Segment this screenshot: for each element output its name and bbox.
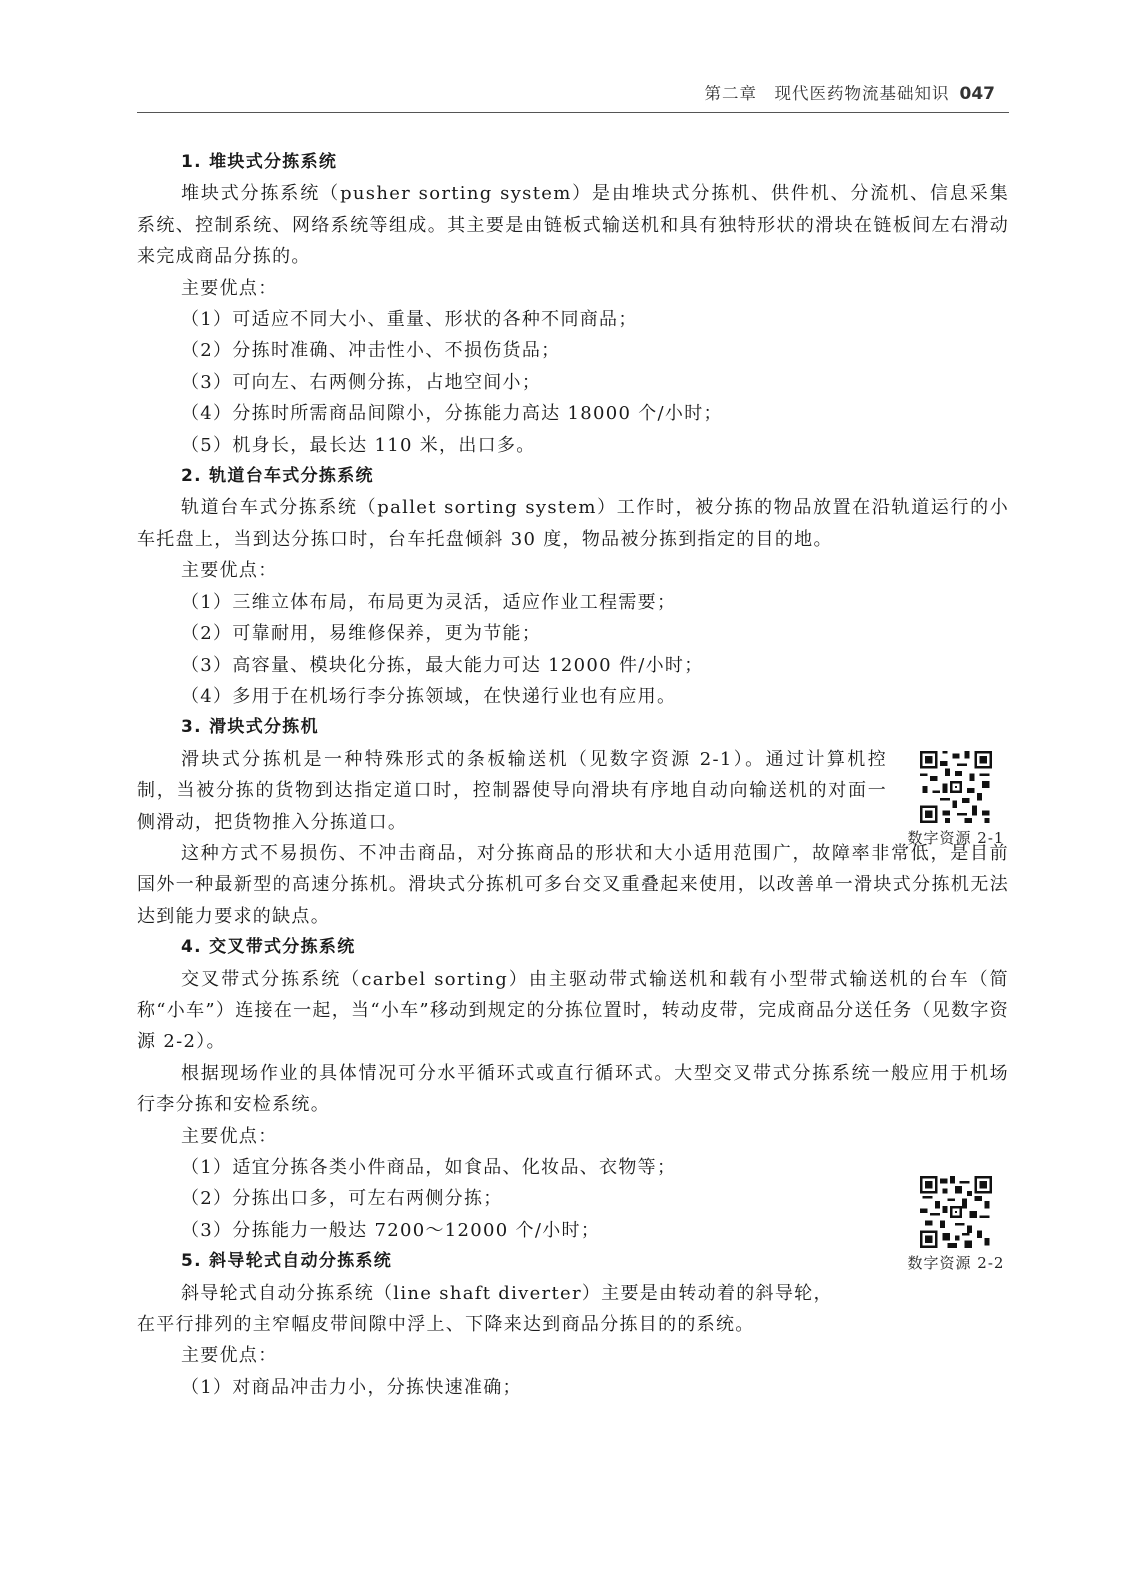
section-1-item-3: （3）可向左、右两侧分拣，占地空间小； xyxy=(181,371,542,393)
page-body xyxy=(137,147,1009,1403)
section-4-item-3: （3）分拣能力一般达 7200～12000 个/小时； xyxy=(181,1219,601,1241)
section-5-paragraph-line-2: 在平行排列的主窄幅皮带间隙中浮上、下降来达到商品分拣目的的系统。 xyxy=(137,1314,755,1336)
section-4-paragraph-2: 根据现场作业的具体情况可分水平循环式或直行循环式。大型交叉带式分拣系统一般应用于机场行李分拣和安检系统。 xyxy=(137,1062,1009,1116)
section-4-advantages-label: 主要优点： xyxy=(181,1125,278,1147)
section-3-paragraph-2: 这种方式不易损伤、不冲击商品，对分拣商品的形状和大小适用范围广，故障率非常低，是目前国外一种最新型的高速分拣机。滑块式分拣机可多台交叉重叠起来使用，以改善单一滑块式分拣机无法达到能力要求的缺点。 xyxy=(137,842,1009,927)
section-5-advantages-label: 主要优点： xyxy=(181,1345,278,1367)
qr-resource-2-2[interactable] xyxy=(896,1176,1016,1273)
section-4-item-2: （2）分拣出口多，可左右两侧分拣； xyxy=(181,1188,503,1210)
qr-code-icon xyxy=(920,751,992,823)
running-head xyxy=(705,80,996,104)
section-1-item-4: （4）分拣时所需商品间隙小，分拣能力高达 18000 个/小时； xyxy=(181,403,723,425)
section-5-paragraph-line-1: 斜导轮式自动分拣系统（line shaft diverter）主要是由转动着的斜导轮， xyxy=(181,1282,833,1304)
section-1-item-5: （5）机身长，最长达 110 米，出口多。 xyxy=(181,434,536,456)
section-2-item-2: （2）可靠耐用，易维修保养，更为节能； xyxy=(181,623,542,645)
section-4-item-1: （1）适宜分拣各类小件商品，如食品、化妆品、衣物等； xyxy=(181,1157,677,1178)
section-5-title: 5. 斜导轮式自动分拣系统 xyxy=(181,1251,393,1272)
qr-resource-2-1[interactable] xyxy=(896,751,1016,848)
qr-caption: 数字资源 2-2 xyxy=(907,1254,1005,1272)
section-2-item-1: （1）三维立体布局，布局更为灵活，适应作业工程需要； xyxy=(181,591,677,613)
section-1-item-2: （2）分拣时准确、冲击性小、不损伤货品； xyxy=(181,340,561,362)
page-number: 047 xyxy=(959,84,995,104)
section-1-paragraph: 堆块式分拣系统（pusher sorting system）是由堆块式分拣机、供件机、分流机、信息采集系统、控制系统、网络系统等组成。其主要是由链板式输送机和具有独特形状的滑块在链板间左右滑动来完成商品分拣的。 xyxy=(137,183,1009,268)
section-5-item-1: （1）对商品冲击力小，分拣快速准确； xyxy=(181,1376,522,1398)
section-2-item-3: （3）高容量、模块化分拣，最大能力可达 12000 件/小时； xyxy=(181,654,704,676)
section-1-item-1: （1）可适应不同大小、重量、形状的各种不同商品； xyxy=(181,309,638,331)
chapter-title: 第二章 现代医药物流基础知识 xyxy=(704,84,950,103)
section-2-item-4: （4）多用于在机场行李分拣领域，在快递行业也有应用。 xyxy=(181,685,677,707)
qr-caption: 数字资源 2-1 xyxy=(907,829,1005,847)
page-header xyxy=(137,78,1009,113)
qr-code-icon xyxy=(920,1176,992,1248)
section-2-title: 2. 轨道台车式分拣系统 xyxy=(181,466,374,487)
section-2-advantages-label: 主要优点： xyxy=(181,560,278,582)
section-4-paragraph-1: 交叉带式分拣系统（carbel sorting）由主驱动带式输送机和载有小型带式输送机的台车（简称“小车”）连接在一起，当“小车”移动到规定的分拣位置时，转动皮带，完成商品分送任务（见数字资源 2-2）。 xyxy=(137,968,1009,1053)
section-3-title: 3. 滑块式分拣机 xyxy=(181,717,319,738)
section-1-advantages-label: 主要优点： xyxy=(181,277,278,299)
section-2-paragraph: 轨道台车式分拣系统（pallet sorting system）工作时，被分拣的物品放置在沿轨道运行的小车托盘上，当到达分拣口时，台车托盘倾斜 30 度，物品被分拣到指定的目的地。 xyxy=(137,497,1009,550)
section-1-title: 1. 堆块式分拣系统 xyxy=(181,152,338,172)
section-4-title: 4. 交叉带式分拣系统 xyxy=(181,937,356,958)
section-3-paragraph-1: 滑块式分拣机是一种特殊形式的条板输送机（见数字资源 2-1）。通过计算机控制，当被分拣的货物到达指定道口时，控制器使导向滑块有序地自动向输送机的对面一侧滑动，把货物推入分拣道口。 xyxy=(137,748,887,833)
